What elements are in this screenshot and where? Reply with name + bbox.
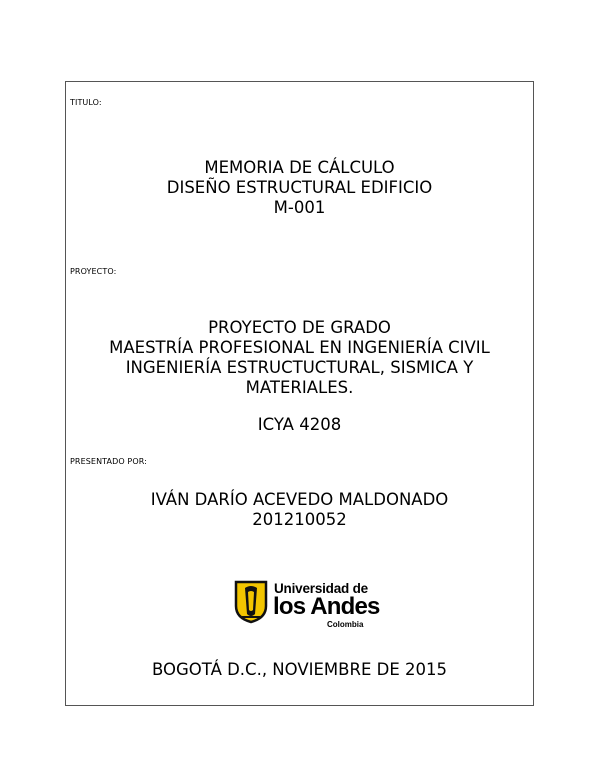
project-line: MAESTRÍA PROFESIONAL EN INGENIERÍA CIVIL xyxy=(109,338,490,357)
title-block xyxy=(66,158,533,218)
university-shield-icon xyxy=(234,580,268,624)
presentado-label: PRESENTADO POR: xyxy=(70,457,147,466)
title-line: MEMORIA DE CÁLCULO xyxy=(204,158,395,177)
place-date: BOGOTÁ D.C., NOVIEMBRE DE 2015 xyxy=(151,660,447,679)
project-block xyxy=(66,318,533,398)
logo-line-universidad: Universidad de xyxy=(274,581,368,596)
student-id: 201210052 xyxy=(252,510,347,529)
project-line: INGENIERÍA ESTRUCTUCTURAL, SISMICA Y xyxy=(125,358,474,377)
logo-line-colombia: Colombia xyxy=(327,620,364,629)
author-block xyxy=(66,490,533,530)
course-code xyxy=(66,415,533,435)
footer-block xyxy=(66,660,533,680)
project-line: MATERIALES. xyxy=(245,378,354,397)
course-code-text: ICYA 4208 xyxy=(257,415,342,434)
title-line: DISEÑO ESTRUCTURAL EDIFICIO xyxy=(166,178,433,197)
titulo-label: TITULO: xyxy=(70,98,102,107)
cover-frame xyxy=(65,81,534,706)
project-line: PROYECTO DE GRADO xyxy=(208,318,391,337)
proyecto-label: PROYECTO: xyxy=(70,267,117,276)
author-name: IVÁN DARÍO ACEVEDO MALDONADO xyxy=(150,490,449,509)
university-logo xyxy=(234,578,380,636)
logo-line-los-andes: los Andes xyxy=(273,593,380,620)
title-line: M-001 xyxy=(273,198,326,217)
